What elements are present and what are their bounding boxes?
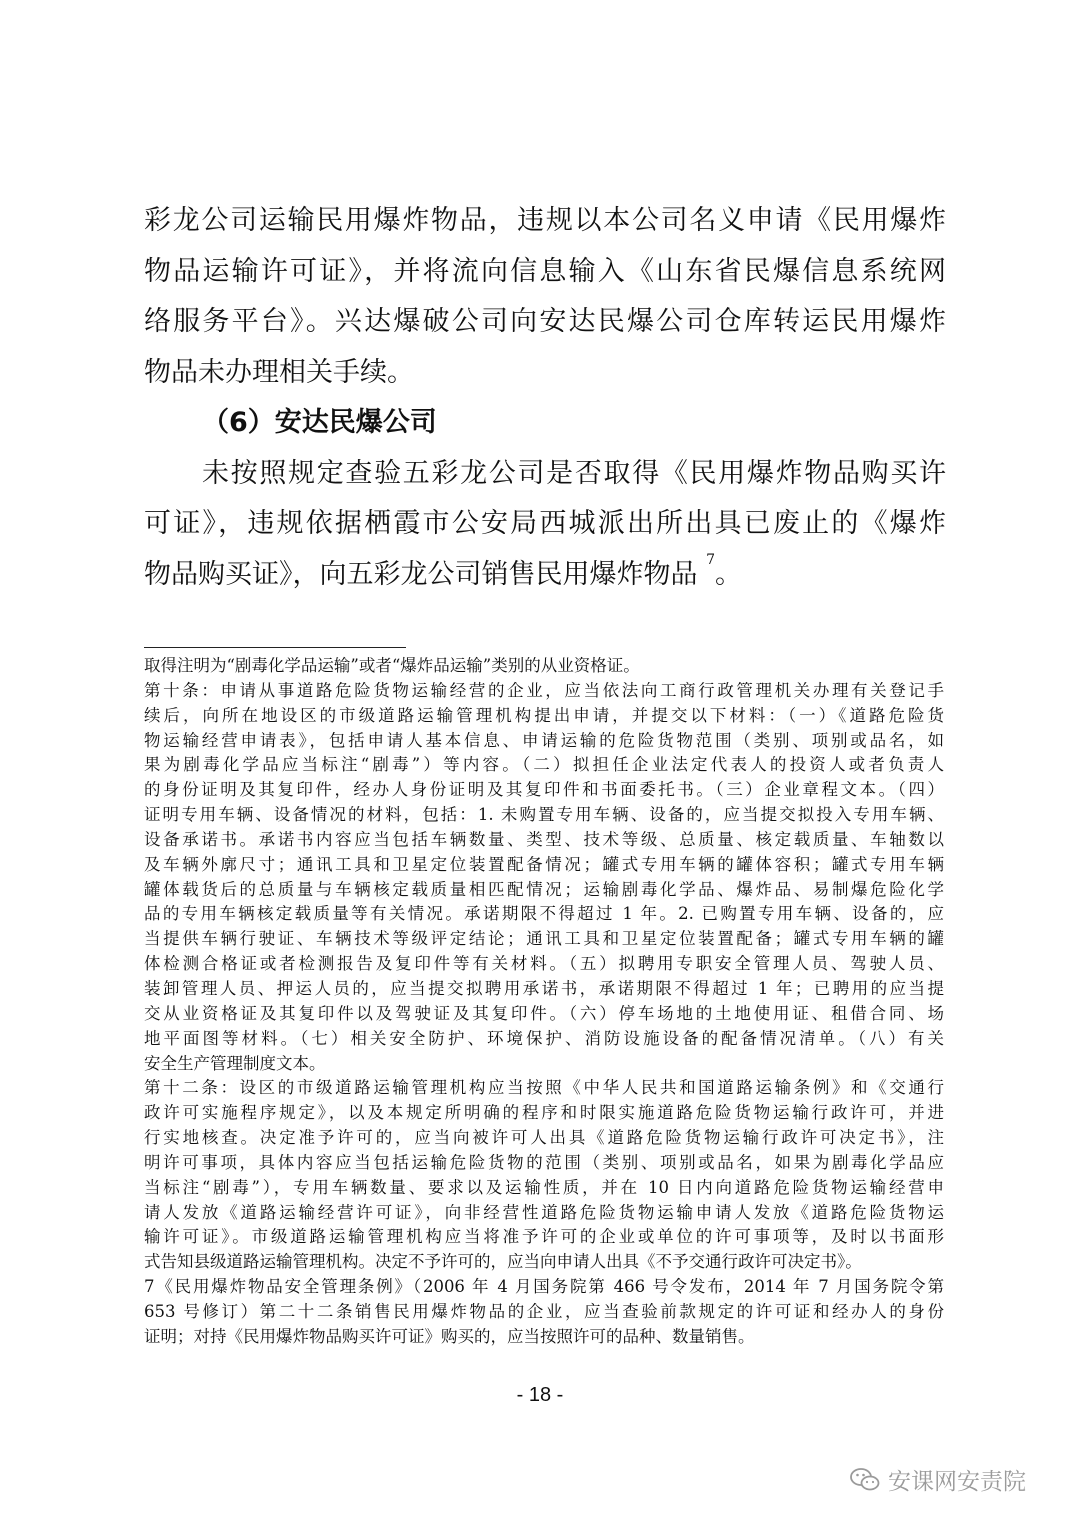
body-text bbox=[144, 196, 946, 600]
footnote-line: 行实地核查。决定准予许可的，应当向被许可人出具《道路危险货物运输行政许可决定书》，注 bbox=[144, 1128, 944, 1148]
footnote-line: 明许可事项，具体内容应当包括运输危险货物的范围（类别、项别或品名，如果为剧毒化学品应 bbox=[144, 1152, 944, 1172]
footnote-line: 式告知县级道路运输管理机构。决定不予许可的，应当向申请人出具《不予交通行政许可决定书》。 bbox=[144, 1252, 862, 1272]
footnote-line: 输许可证》。市级道路运输管理机构应当将准予许可的企业或单位的许可事项等，及时以书面形 bbox=[144, 1227, 944, 1247]
footnote-line: 物运输经营申请表》，包括申请人基本信息、申请运输的危险货物范围（类别、项别或品名，如 bbox=[144, 730, 944, 750]
body-line: 物品运输许可证》，并将流向信息输入《山东省民爆信息系统网 bbox=[144, 255, 946, 287]
body-line: 物品购买证》，向五彩龙公司销售民用爆炸物品 $^7$。 bbox=[144, 551, 743, 590]
page-number: - 18 - bbox=[516, 1384, 564, 1406]
footnote-line: 653 号修订）第二十二条销售民用爆炸物品的企业，应当查验前款规定的许可证和经办人的身份 bbox=[144, 1301, 944, 1321]
footnote-line: 地平面图等材料。（七）相关安全防护、环境保护、消防设施设备的配备情况清单。（八）有关 bbox=[144, 1028, 944, 1048]
footnote-separator bbox=[144, 647, 406, 648]
footnote-line: 的身份证明及其复印件，经办人身份证明及其复印件和书面委托书。（三）企业章程文本。（四） bbox=[144, 780, 944, 800]
footnote-line: 第十二条：设区的市级道路运输管理机构应当按照《中华人民共和国道路运输条例》和《交通行 bbox=[144, 1078, 944, 1098]
section-heading: （6）安达民爆公司 bbox=[202, 407, 437, 438]
footnote-line: 7《民用爆炸物品安全管理条例》（2006 年 4 月国务院第 466 号令发布，2014 年 7 月国务院令第 bbox=[144, 1277, 944, 1297]
footnote-line: 安全生产管理制度文本。 bbox=[144, 1053, 326, 1073]
body-line: 物品未办理相关手续。 bbox=[144, 356, 414, 388]
footnote-line: 体检测合格证或者检测报告及复印件等有关材料。（五）拟聘用专职安全管理人员、驾驶人员、 bbox=[144, 954, 944, 974]
footnote-line: 政许可实施程序规定》，以及本规定所明确的程序和时限实施道路危险货物运输行政许可，并进 bbox=[144, 1103, 944, 1123]
footnote-line: 证明；对持《民用爆炸物品购买许可证》购买的，应当按照许可的品种、数量销售。 bbox=[144, 1326, 755, 1346]
footnote-line: 交从业资格证及其复印件以及驾驶证及其复印件。（六）停车场地的土地使用证、租借合同、场 bbox=[144, 1003, 944, 1023]
footnote-line: 装卸管理人员、押运人员的，应当提交拟聘用承诺书，承诺期限不得超过 1 年；已聘用的应当提 bbox=[144, 978, 944, 998]
body-line: 可证》，违规依据栖霞市公安局西城派出所出具已废止的《爆炸 bbox=[144, 508, 946, 539]
footnote-line: 当提供车辆行驶证、车辆技术等级评定结论；通讯工具和卫星定位装置配备；罐式专用车辆的罐 bbox=[144, 929, 944, 949]
footnote-line: 品的专用车辆核定载质量等有关情况。承诺期限不得超过 1 年。2. 已购置专用车辆、设备的，应 bbox=[144, 904, 944, 924]
footnote-line: 续后，向所在地设区的市级道路运输管理机构提出申请，并提交以下材料：（一）《道路危险货 bbox=[144, 705, 944, 725]
wechat-icon bbox=[850, 1467, 880, 1493]
footnote-line: 取得注明为“剧毒化学品运输”或者“爆炸品运输”类别的从业资格证。 bbox=[144, 656, 640, 675]
footnote-line: 设备承诺书。承诺书内容应当包括车辆数量、类型、技术等级、总质量、核定载质量、车轴数以 bbox=[144, 829, 944, 849]
body-line: 未按照规定查验五彩龙公司是否取得《民用爆炸物品购买许 bbox=[202, 457, 946, 489]
footnote-line: 请人发放《道路运输经营许可证》，向非经营性道路危险货物运输申请人发放《道路危险货物运 bbox=[144, 1202, 944, 1222]
footnotes bbox=[144, 654, 944, 1350]
footnote-line: 果为剧毒化学品应当标注“剧毒”）等内容。（二）拟担任企业法定代表人的投资人或者负责人 bbox=[144, 755, 944, 775]
footnote-reference[interactable]: 7 bbox=[706, 551, 716, 568]
footnote-line: 第十条：申请从事道路危险货物运输经营的企业，应当依法向工商行政管理机关办理有关登记手 bbox=[144, 680, 944, 700]
body-line-text: 物品购买证》，向五彩龙公司销售民用爆炸物品 bbox=[144, 558, 698, 590]
footnote-line: 当标注“剧毒”），专用车辆数量、要求以及运输性质，并在 10 日内向道路危险货物运输经营申 bbox=[144, 1177, 944, 1197]
footnote-line: 及车辆外廓尺寸；通讯工具和卫星定位装置配备情况；罐式专用车辆的罐体容积；罐式专用车辆 bbox=[144, 854, 944, 874]
watermark bbox=[850, 1463, 1026, 1496]
body-line: 彩龙公司运输民用爆炸物品，违规以本公司名义申请《民用爆炸 bbox=[144, 205, 946, 236]
footnote-line: 证明专用车辆、设备情况的材料，包括：1. 未购置专用车辆、设备的，应当提交拟投入专用车辆、 bbox=[144, 805, 944, 825]
footnote-line: 罐体载货后的总质量与车辆核定载质量相匹配情况；运输剧毒化学品、爆炸品、易制爆危险化学 bbox=[144, 879, 944, 899]
body-line: 络服务平台》。兴达爆破公司向安达民爆公司仓库转运民用爆炸 bbox=[144, 306, 946, 337]
watermark-text: 安课网安责院 bbox=[888, 1469, 1026, 1495]
